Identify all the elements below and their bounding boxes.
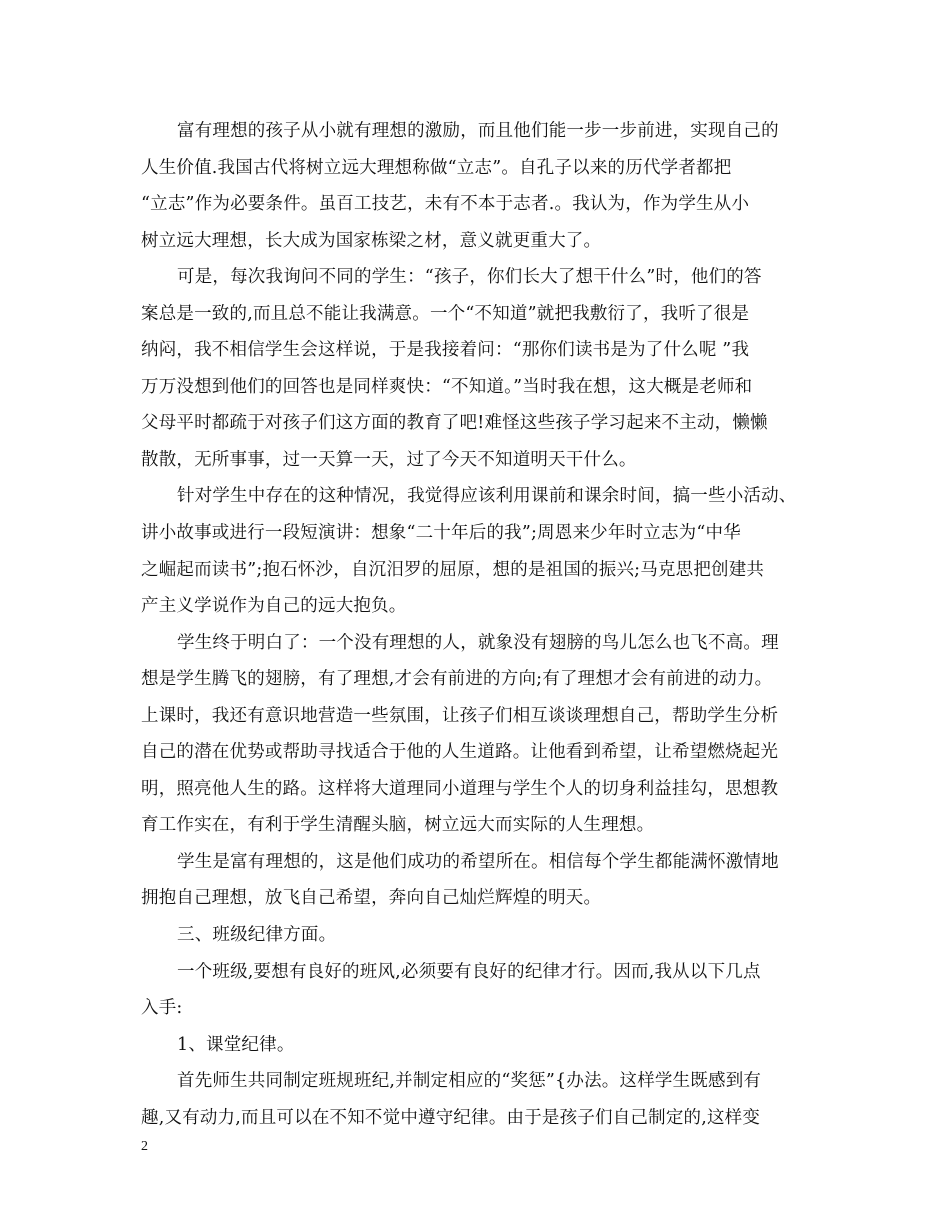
paragraph-first-line: 学生是富有理想的，这是他们成功的希望所在。相信每个学生都能满怀激情地 [177,851,779,872]
paragraph-first-line: 首先师生共同制定班规班纪,并制定相应的“奖惩”{办法。这样学生既感到有 [177,1071,762,1092]
text-line: 树立远大理想，长大成为国家栋梁之材，意义就更重大了。 [141,230,602,251]
text-line: 育工作实在，有利于学生清醒头脑，树立远大而实际的人生理想。 [141,815,655,836]
text-line: 之崛起而读书”;抱石怀沙，自沉汨罗的屈原，想的是祖国的振兴;马克思把创建共 [141,559,765,580]
text-line: 散散，无所事事，过一天算一天，过了今天不知道明天干什么。 [141,449,637,470]
text-line: 万万没想到他们的回答也是同样爽快：“不知道。”当时我在想，这大概是老师和 [141,376,753,397]
text-line: 案总是一致的,而且总不能让我满意。一个“不知道”就把我敷衍了，我听了很是 [141,303,750,324]
text-line: 拥抱自己理想，放飞自己希望，奔向自己灿烂辉煌的明天。 [141,888,602,909]
paragraph-first-line: 学生终于明白了：一个没有理想的人，就象没有翅膀的鸟儿怎么也飞不高。理 [177,632,779,653]
text-line: 纳闷，我不相信学生会这样说，于是我接着问：“那你们读书是为了什么呢 ”我 [141,340,750,361]
paragraph-first-line: 可是，每次我询问不同的学生：“孩子，你们长大了想干什么”时，他们的答 [177,267,762,288]
text-line: 明，照亮他人生的路。这样将大道理同小道理与学生个人的切身利益挂勾，思想教 [141,778,779,799]
text-line: 父母平时都疏于对孩子们这方面的教育了吧!难怪这些孩子学习起来不主动，懒懒 [141,413,768,434]
paragraph-first-line: 针对学生中存在的这种情况，我觉得应该利用课前和课余时间，搞一些小活动、 [177,486,797,507]
text-line: “立志”作为必要条件。虽百工技艺，未有不本于志者.。我认为，作为学生从小 [141,194,750,215]
text-line: 上课时，我还有意识地营造一些氛围，让孩子们相互谈谈理想自己，帮助学生分析 [141,705,779,726]
text-line: 讲小故事或进行一段短演讲：想象“二十年后的我”;周恩来少年时立志为“中华 [141,523,741,544]
text-line: 想是学生腾飞的翅膀，有了理想,才会有前进的方向;有了理想才会有前进的动力。 [141,669,773,690]
text-line: 趣,又有动力,而且可以在不知不觉中遵守纪律。由于是孩子们自己制定的,这样变 [141,1107,761,1128]
paragraph-first-line: 1、课堂纪律。 [177,1034,295,1055]
paragraph-first-line: 富有理想的孩子从小就有理想的激励，而且他们能一步一步前进，实现自己的 [177,121,779,141]
paragraph-first-line: 一个班级,要想有良好的班风,必须要有良好的纪律才行。因而,我从以下几点 [177,961,761,982]
page-number: 2 [141,1139,148,1154]
text-line: 自己的潜在优势或帮助寻找适合于他的人生道路。让他看到希望，让希望燃烧起光 [141,742,779,763]
text-line: 人生价值.我国古代将树立远大理想称做“立志”。自孔子以来的历代学者都把 [141,157,732,178]
paragraph-first-line: 三、班级纪律方面。 [177,925,337,946]
text-line: 产主义学说作为自己的远大抱负。 [141,596,407,617]
text-line: 入手: [141,998,183,1019]
document-body [141,113,821,1136]
